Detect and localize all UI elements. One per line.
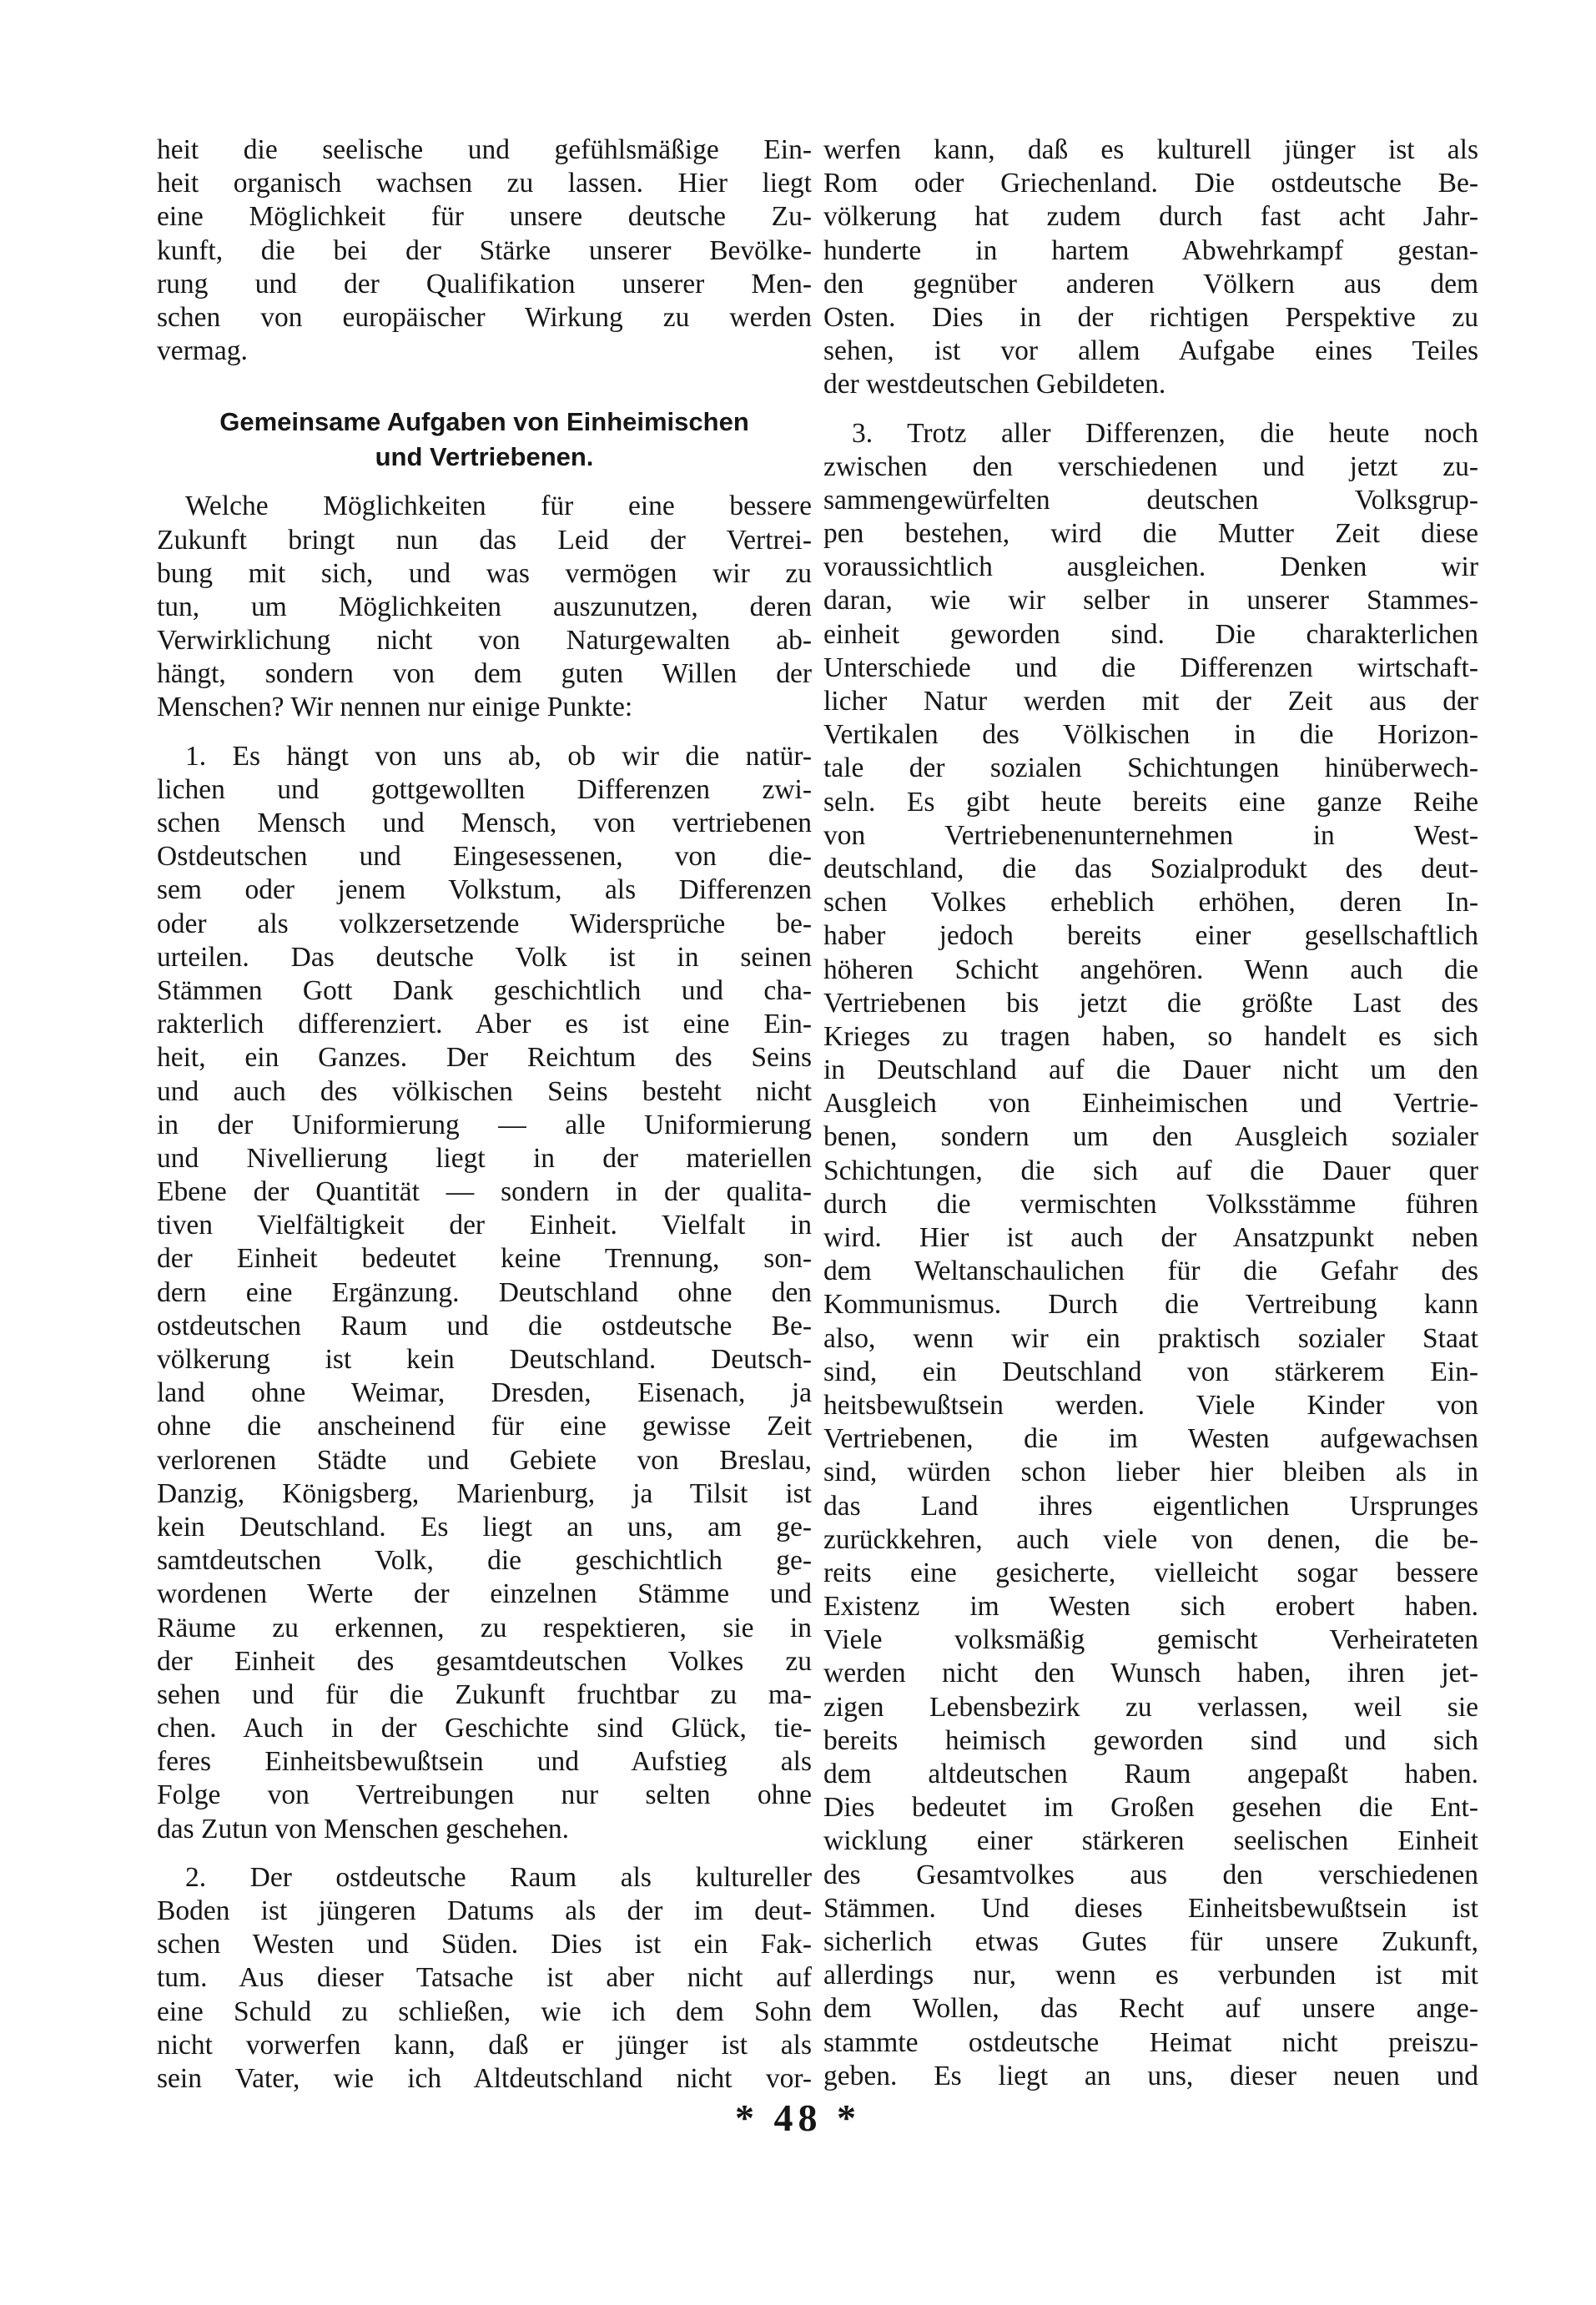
text-line: Ebene der Quantität — sondern in der qualita-: [157, 1176, 812, 1208]
text-line: Viele volksmäßig gemischt Verheirateten: [823, 1624, 1478, 1656]
text-line: wird. Hier ist auch der Ansatzpunkt neben: [823, 1222, 1478, 1253]
text-line: benen, sondern um den Ausgleich sozialer: [823, 1121, 1478, 1153]
heading-line: Gemeinsame Aufgaben von Einheimischen: [219, 407, 749, 437]
text-line: Folge von Vertreibungen nur selten ohne: [157, 1779, 812, 1811]
paragraph-point-1: [157, 740, 812, 1846]
text-line: heit die seelische und gefühlsmäßige Ein-: [157, 134, 812, 165]
text-line: schen von europäischer Wirkung zu werden: [157, 301, 812, 333]
text-line: tum. Aus dieser Tatsache ist aber nicht auf: [157, 1962, 812, 1994]
text-line: Vertriebenen bis jetzt die größte Last des: [823, 987, 1478, 1019]
text-line: verlorenen Städte und Gebiete von Breslau,: [157, 1444, 812, 1476]
text-line: kein Deutschland. Es liegt an uns, am ge-: [157, 1511, 812, 1543]
text-line: dem Weltanschaulichen für die Gefahr des: [823, 1256, 1478, 1287]
text-line: Menschen? Wir nennen nur einige Punkte:: [157, 692, 633, 723]
text-line: werfen kann, daß es kulturell jünger ist als: [823, 134, 1478, 165]
text-line: ohne die anscheinend für eine gewisse Zeit: [157, 1411, 812, 1442]
text-line: Stämmen Gott Dank geschichtlich und cha-: [157, 974, 812, 1006]
section-heading: [157, 405, 812, 475]
text-line: 1. Es hängt von uns ab, ob wir die natür-: [185, 740, 812, 772]
text-line: dem Wollen, das Recht auf unsere ange-: [823, 1993, 1478, 2025]
text-line: deutschland, die das Sozialprodukt des deut-: [823, 853, 1478, 884]
text-line: chen. Auch in der Geschichte sind Glück, tie-: [157, 1713, 812, 1744]
paragraph-continuation-right: [823, 133, 1478, 402]
text-line: sem oder jenem Volkstum, als Differenzen: [157, 874, 812, 906]
text-line: seln. Es gibt heute bereits eine ganze Reihe: [823, 786, 1478, 818]
text-line: feres Einheitsbewußtsein und Aufstieg als: [157, 1746, 812, 1778]
text-line: Unterschiede und die Differenzen wirtschaft-: [823, 652, 1478, 683]
text-line: Verwirklichung nicht von Naturgewalten ab-: [157, 625, 812, 657]
text-line: Zukunft bringt nun das Leid der Vertrei-: [157, 524, 812, 556]
text-line: sind, ein Deutschland von stärkerem Ein-: [823, 1356, 1478, 1387]
text-line: land ohne Weimar, Dresden, Eisenach, ja: [157, 1377, 812, 1409]
text-line: hängt, sondern von dem guten Willen der: [157, 658, 812, 690]
text-line: allerdings nur, wenn es verbunden ist mit: [823, 1960, 1478, 1991]
text-line: tale der sozialen Schichtungen hinüberwech-: [823, 752, 1478, 784]
text-line: lichen und gottgewollten Differenzen zwi-: [157, 773, 812, 805]
text-line: dem altdeutschen Raum angepaßt haben.: [823, 1759, 1478, 1789]
text-line: eine Möglichkeit für unsere deutsche Zu-: [157, 201, 812, 233]
text-line: Stämmen. Und dieses Einheitsbewußtsein ist: [823, 1892, 1478, 1924]
spacer: [157, 368, 812, 405]
text-line: rakterlich differenziert. Aber es ist eine Ein-: [157, 1009, 812, 1040]
spacer: [157, 725, 812, 740]
text-line: oder als volkzersetzende Widersprüche be-: [157, 908, 812, 939]
text-line: nicht vorwerfen kann, daß er jünger ist als: [157, 2029, 812, 2061]
text-line: von Vertriebenenunternehmen in West-: [823, 819, 1478, 851]
text-line: Danzig, Königsberg, Marienburg, ja Tilsit ist: [157, 1477, 812, 1509]
text-line: werden nicht den Wunsch haben, ihren jet-: [823, 1658, 1478, 1689]
text-line: Kommunismus. Durch die Vertreibung kann: [823, 1289, 1478, 1321]
text-line: reits eine gesicherte, vielleicht sogar bessere: [823, 1557, 1478, 1588]
text-line: Vertikalen des Völkischen in die Horizon-: [823, 719, 1478, 751]
text-line: samtdeutschen Volk, die geschichtlich ge-: [157, 1545, 812, 1577]
text-line: einheit geworden sind. Die charakterlichen: [823, 618, 1478, 650]
text-line: geben. Es liegt an uns, dieser neuen und: [823, 2060, 1478, 2091]
text-line: Schichtungen, die sich auf die Dauer quer: [823, 1155, 1478, 1186]
text-line: daran, wie wir selber in unserer Stammes-: [823, 585, 1478, 617]
text-line: Ausgleich von Einheimischen und Vertrie-: [823, 1088, 1478, 1120]
text-line: licher Natur werden mit der Zeit aus der: [823, 686, 1478, 717]
spacer: [157, 1846, 812, 1861]
text-line: des Gesamtvolkes aus den verschiedenen: [823, 1859, 1478, 1890]
text-line: Dies bedeutet im Großen gesehen die Ent-: [823, 1792, 1478, 1824]
text-line: zigen Lebensbezirk zu verlassen, weil sie: [823, 1691, 1478, 1723]
text-line: in der Uniformierung — alle Uniformierung: [157, 1109, 812, 1140]
text-line: pen bestehen, wird die Mutter Zeit diese: [823, 518, 1478, 550]
text-line: Boden ist jüngeren Datums als der im deut-: [157, 1895, 812, 1926]
text-line: hunderte in hartem Abwehrkampf gestan-: [823, 234, 1478, 266]
text-line: heit, ein Ganzes. Der Reichtum des Seins: [157, 1042, 812, 1074]
text-line: wordenen Werte der einzelnen Stämme und: [157, 1578, 812, 1610]
text-line: eine Schuld zu schließen, wie ich dem Sohn: [157, 1995, 812, 2027]
text-line: das Land ihres eigentlichen Ursprunges: [823, 1490, 1478, 1522]
text-line: 2. Der ostdeutsche Raum als kultureller: [185, 1861, 812, 1893]
text-line: also, wenn wir ein praktisch sozialer Staat: [823, 1322, 1478, 1354]
text-line: sehen, ist vor allem Aufgabe eines Teiles: [823, 335, 1478, 367]
text-line: Osten. Dies in der richtigen Perspektive zu: [823, 301, 1478, 333]
text-line: der westdeutschen Gebildeten.: [823, 369, 1166, 400]
text-line: sein Vater, wie ich Altdeutschland nicht vor-: [157, 2062, 812, 2094]
text-line: tiven Vielfältigkeit der Einheit. Vielfalt in: [157, 1210, 812, 1241]
text-line: Existenz im Westen sich erobert haben.: [823, 1591, 1478, 1623]
text-line: vermag.: [157, 335, 248, 367]
text-line: 3. Trotz aller Differenzen, die heute noch: [852, 417, 1478, 449]
text-line: schen Volkes erheblich erhöhen, deren In-: [823, 887, 1478, 918]
paragraph-point-3: [823, 417, 1478, 2093]
paragraph-point-2: [157, 1861, 812, 2096]
text-line: voraussichtlich ausgleichen. Denken wir: [823, 551, 1478, 583]
text-line: rung und der Qualifikation unserer Men-: [157, 268, 812, 299]
text-line: Ostdeutschen und Eingesessenen, von die-: [157, 841, 812, 873]
text-line: durch die vermischten Volksstämme führen: [823, 1188, 1478, 1220]
right-column: [823, 133, 1478, 2093]
text-line: sehen und für die Zukunft fruchtbar zu ma-: [157, 1678, 812, 1710]
text-line: in Deutschland auf die Dauer nicht um den: [823, 1054, 1478, 1086]
text-line: sammengewürfelten deutschen Volksgrup-: [823, 484, 1478, 516]
text-line: schen Mensch und Mensch, von vertriebenen: [157, 808, 812, 838]
paragraph-intro: [157, 490, 812, 724]
text-line: dern eine Ergänzung. Deutschland ohne den: [157, 1276, 812, 1308]
text-line: sicherlich etwas Gutes für unsere Zukunft,: [823, 1925, 1478, 1957]
text-line: den gegnüber anderen Völkern aus dem: [823, 268, 1478, 299]
text-line: Räume zu erkennen, zu respektieren, sie in: [157, 1612, 812, 1643]
spacer: [157, 475, 812, 490]
text-line: wicklung einer stärkeren seelischen Einheit: [823, 1825, 1478, 1857]
text-line: höheren Schicht angehören. Wenn auch die: [823, 954, 1478, 985]
text-line: haber jedoch bereits einer gesellschaftlich: [823, 920, 1478, 952]
text-line: ostdeutschen Raum und die ostdeutsche Be-: [157, 1310, 812, 1341]
text-line: völkerung hat zudem durch fast acht Jahr-: [823, 201, 1478, 233]
text-line: der Einheit bedeutet keine Trennung, son-: [157, 1243, 812, 1275]
text-line: stammte ostdeutsche Heimat nicht preiszu-: [823, 2026, 1478, 2058]
left-column: [157, 133, 812, 2096]
paragraph-continuation: [157, 133, 812, 368]
text-line: tun, um Möglichkeiten auszunutzen, deren: [157, 591, 812, 622]
text-line: Krieges zu tragen haben, so handelt es sich: [823, 1020, 1478, 1052]
text-line: Welche Möglichkeiten für eine bessere: [185, 491, 812, 522]
text-line: das Zutun von Menschen geschehen.: [157, 1813, 569, 1845]
heading-line: und Vertriebenen.: [375, 442, 594, 472]
text-line: heit organisch wachsen zu lassen. Hier liegt: [157, 168, 812, 199]
text-line: und Nivellierung liegt in der materiellen: [157, 1142, 812, 1174]
text-line: völkerung ist kein Deutschland. Deutsch-: [157, 1344, 812, 1375]
text-line: sind, würden schon lieber hier bleiben als in: [823, 1457, 1478, 1488]
text-line: zwischen den verschiedenen und jetzt zu-: [823, 450, 1478, 482]
page-number: * 48 *: [735, 2096, 861, 2139]
text-line: kunft, die bei der Stärke unserer Bevölke-: [157, 234, 812, 266]
text-line: heitsbewußtsein werden. Viele Kinder von: [823, 1389, 1478, 1421]
text-line: und auch des völkischen Seins besteht nicht: [157, 1075, 812, 1107]
text-line: schen Westen und Süden. Dies ist ein Fak-: [157, 1929, 812, 1960]
spacer: [823, 402, 1478, 417]
text-line: Rom oder Griechenland. Die ostdeutsche Be-: [823, 168, 1478, 199]
text-line: bereits heimisch geworden sind und sich: [823, 1724, 1478, 1756]
text-line: Vertriebenen, die im Westen aufgewachsen: [823, 1423, 1478, 1455]
text-line: der Einheit des gesamtdeutschen Volkes zu: [157, 1645, 812, 1677]
text-line: bung mit sich, und was vermögen wir zu: [157, 557, 812, 589]
text-line: zurückkehren, auch viele von denen, die be-: [823, 1523, 1478, 1555]
text-line: urteilen. Das deutsche Volk ist in seinen: [157, 941, 812, 973]
